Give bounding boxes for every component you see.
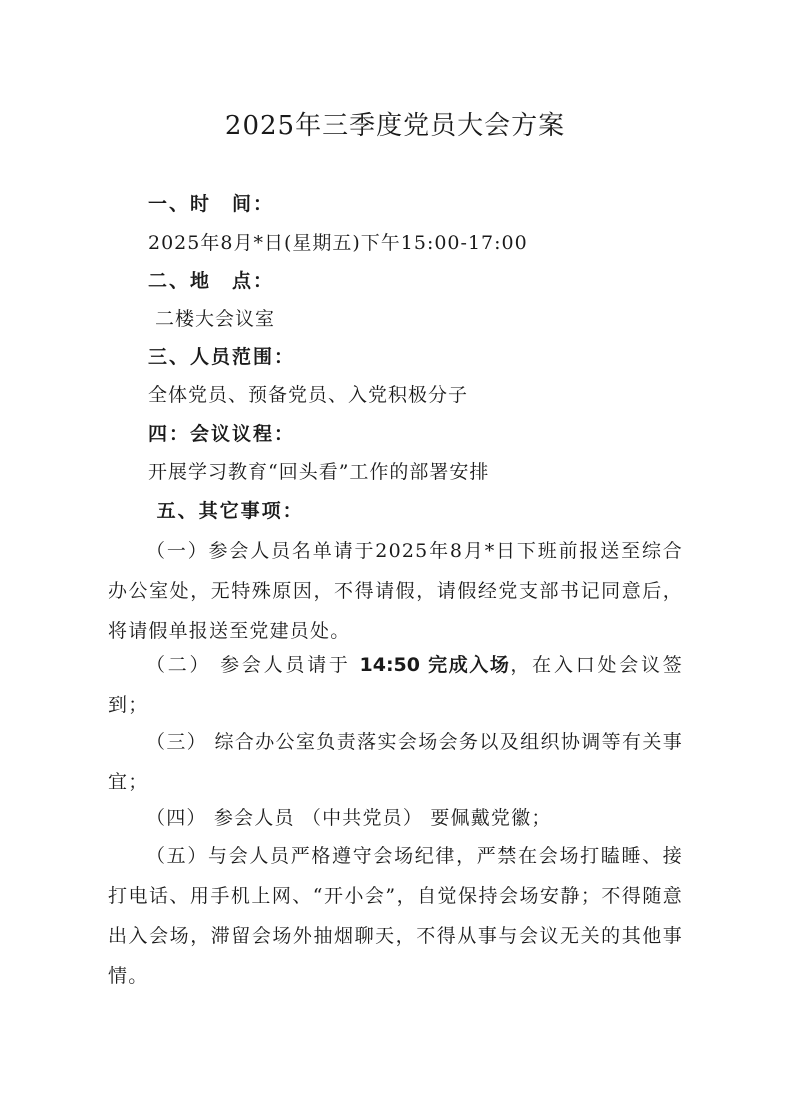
other-item-2-emphasis: 14:50 完成入场: [359, 654, 511, 676]
other-item-2-post: ，在入口处会议签到；: [108, 654, 683, 716]
section-other-heading: 五、其它事项：: [148, 500, 304, 522]
section-time-heading: 一、时 间：: [148, 193, 275, 215]
section-agenda-content: 开展学习教育“回头看”工作的部署安排: [148, 461, 490, 483]
other-item-2-pre: （二） 参会人员请于: [146, 654, 360, 676]
section-attendees-content: 全体党员、预备党员、入党积极分子: [148, 384, 469, 406]
other-item-3: （三） 综合办公室负责落实会场会务以及组织协调等有关事宜；: [108, 731, 683, 793]
section-time-content: 2025年8月*日(星期五)下午15:00-17:00: [148, 232, 528, 254]
section-location-content: 二楼大会议室: [148, 308, 276, 330]
document-title: 2025年三季度党员大会方案: [224, 111, 566, 141]
other-item-2: [108, 645, 683, 725]
section-attendees-heading: 三、人员范围：: [148, 346, 296, 368]
section-location-heading: 二、地 点：: [148, 270, 275, 292]
other-item-1: （一）参会人员名单请于2025年8月*日下班前报送至综合办公室处，无特殊原因，不得请假，请假经党支部书记同意后，将请假单报送至党建员处。: [108, 540, 683, 642]
other-item-5: （五）与会人员严格遵守会场纪律，严禁在会场打瞌睡、接打电话、用手机上网、“开小会”，自觉保持会场安静；不得随意出入会场，滞留会场外抽烟聊天，不得从事与会议无关的其他事情。: [108, 845, 683, 987]
other-item-4: （四） 参会人员 （中共党员） 要佩戴党徽；: [146, 807, 552, 829]
section-agenda-heading: 四：会议议程：: [148, 423, 296, 445]
